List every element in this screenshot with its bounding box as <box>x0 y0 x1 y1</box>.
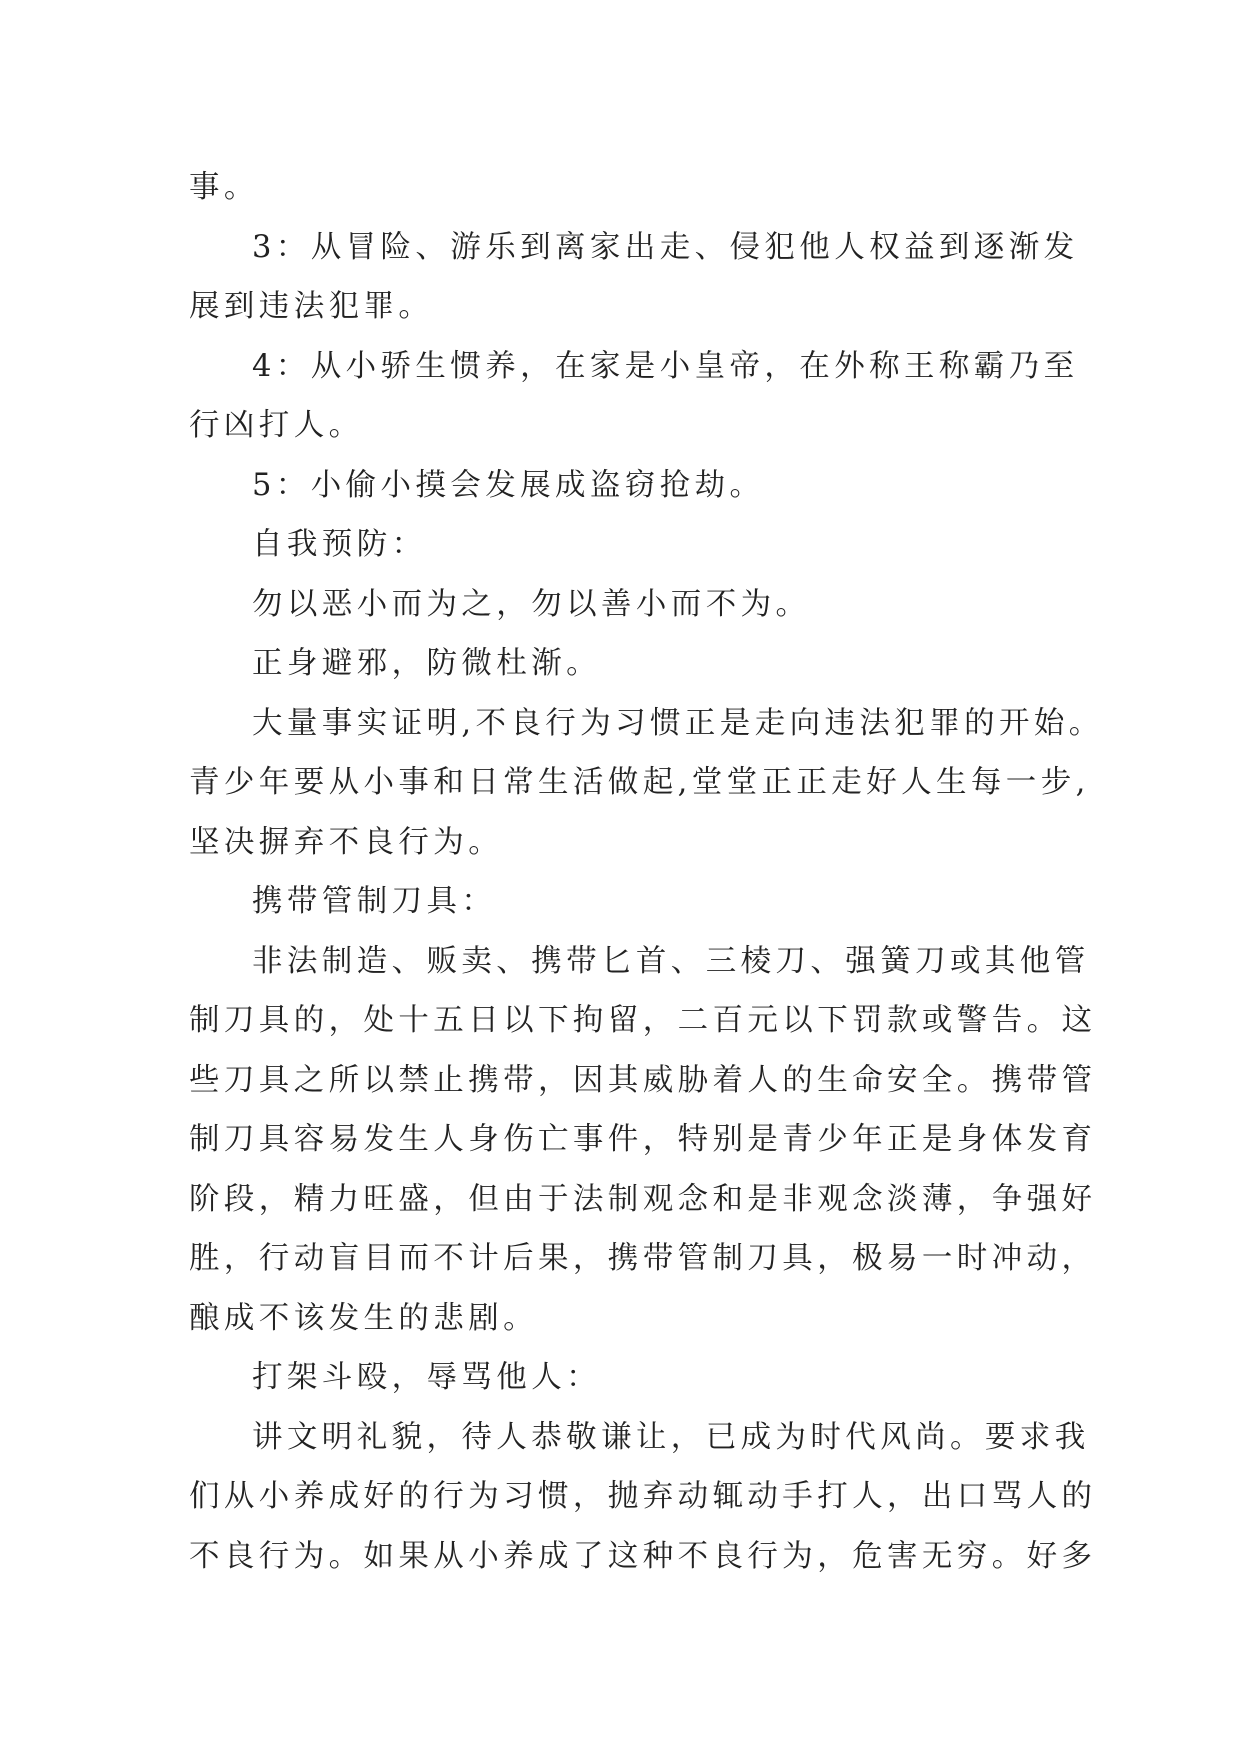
text-line: 们从小养成好的行为习惯，抛弃动辄动手打人，出口骂人的 <box>189 1479 1097 1514</box>
text-line: 非法制造、贩卖、携带匕首、三棱刀、强簧刀或其他管 <box>252 943 1090 979</box>
text-line: 展到违法犯罪。 <box>189 289 434 324</box>
text-line: 胜，行动盲目而不计后果，携带管制刀具，极易一时冲动， <box>189 1241 1097 1276</box>
text-line: 勿以恶小而为之，勿以善小而不为。 <box>252 586 811 622</box>
text-line: 酿成不该发生的悲剧。 <box>189 1300 538 1336</box>
text-line: 制刀具容易发生人身伤亡事件，特别是青少年正是身体发育 <box>189 1122 1097 1157</box>
text-line: 不良行为。如果从小养成了这种不良行为，危害无穷。好多 <box>189 1538 1097 1574</box>
section-heading: 携带管制刀具： <box>252 884 497 919</box>
section-heading: 自我预防： <box>252 527 427 562</box>
text-line: 坚决摒弃不良行为。 <box>189 824 504 860</box>
text-line: 正身避邪，防微杜渐。 <box>252 646 601 681</box>
text-line: 青少年要从小事和日常生活做起,堂堂正正走好人生每一步, <box>189 765 1090 800</box>
text-line: 大量事实证明,不良行为习惯正是走向违法犯罪的开始。 <box>252 705 1104 741</box>
text-line: 讲文明礼貌，待人恭敬谦让，已成为时代风尚。要求我 <box>252 1419 1090 1455</box>
text-line: 事。 <box>189 170 259 205</box>
document-body <box>189 158 1104 1586</box>
text-line: 些刀具之所以禁止携带，因其威胁着人的生命安全。携带管 <box>189 1062 1097 1098</box>
text-line: 行凶打人。 <box>189 408 364 443</box>
text-line: 3：从冒险、游乐到离家出走、侵犯他人权益到逐渐发 <box>252 229 1079 265</box>
text-line: 5：小偷小摸会发展成盗窃抢劫。 <box>252 467 765 503</box>
text-line: 4：从小骄生惯养，在家是小皇帝，在外称王称霸乃至 <box>252 348 1079 384</box>
section-heading: 打架斗殴，辱骂他人： <box>252 1360 601 1395</box>
text-line: 制刀具的，处十五日以下拘留，二百元以下罚款或警告。这 <box>189 1003 1097 1038</box>
text-line: 阶段，精力旺盛，但由于法制观念和是非观念淡薄，争强好 <box>189 1181 1097 1217</box>
